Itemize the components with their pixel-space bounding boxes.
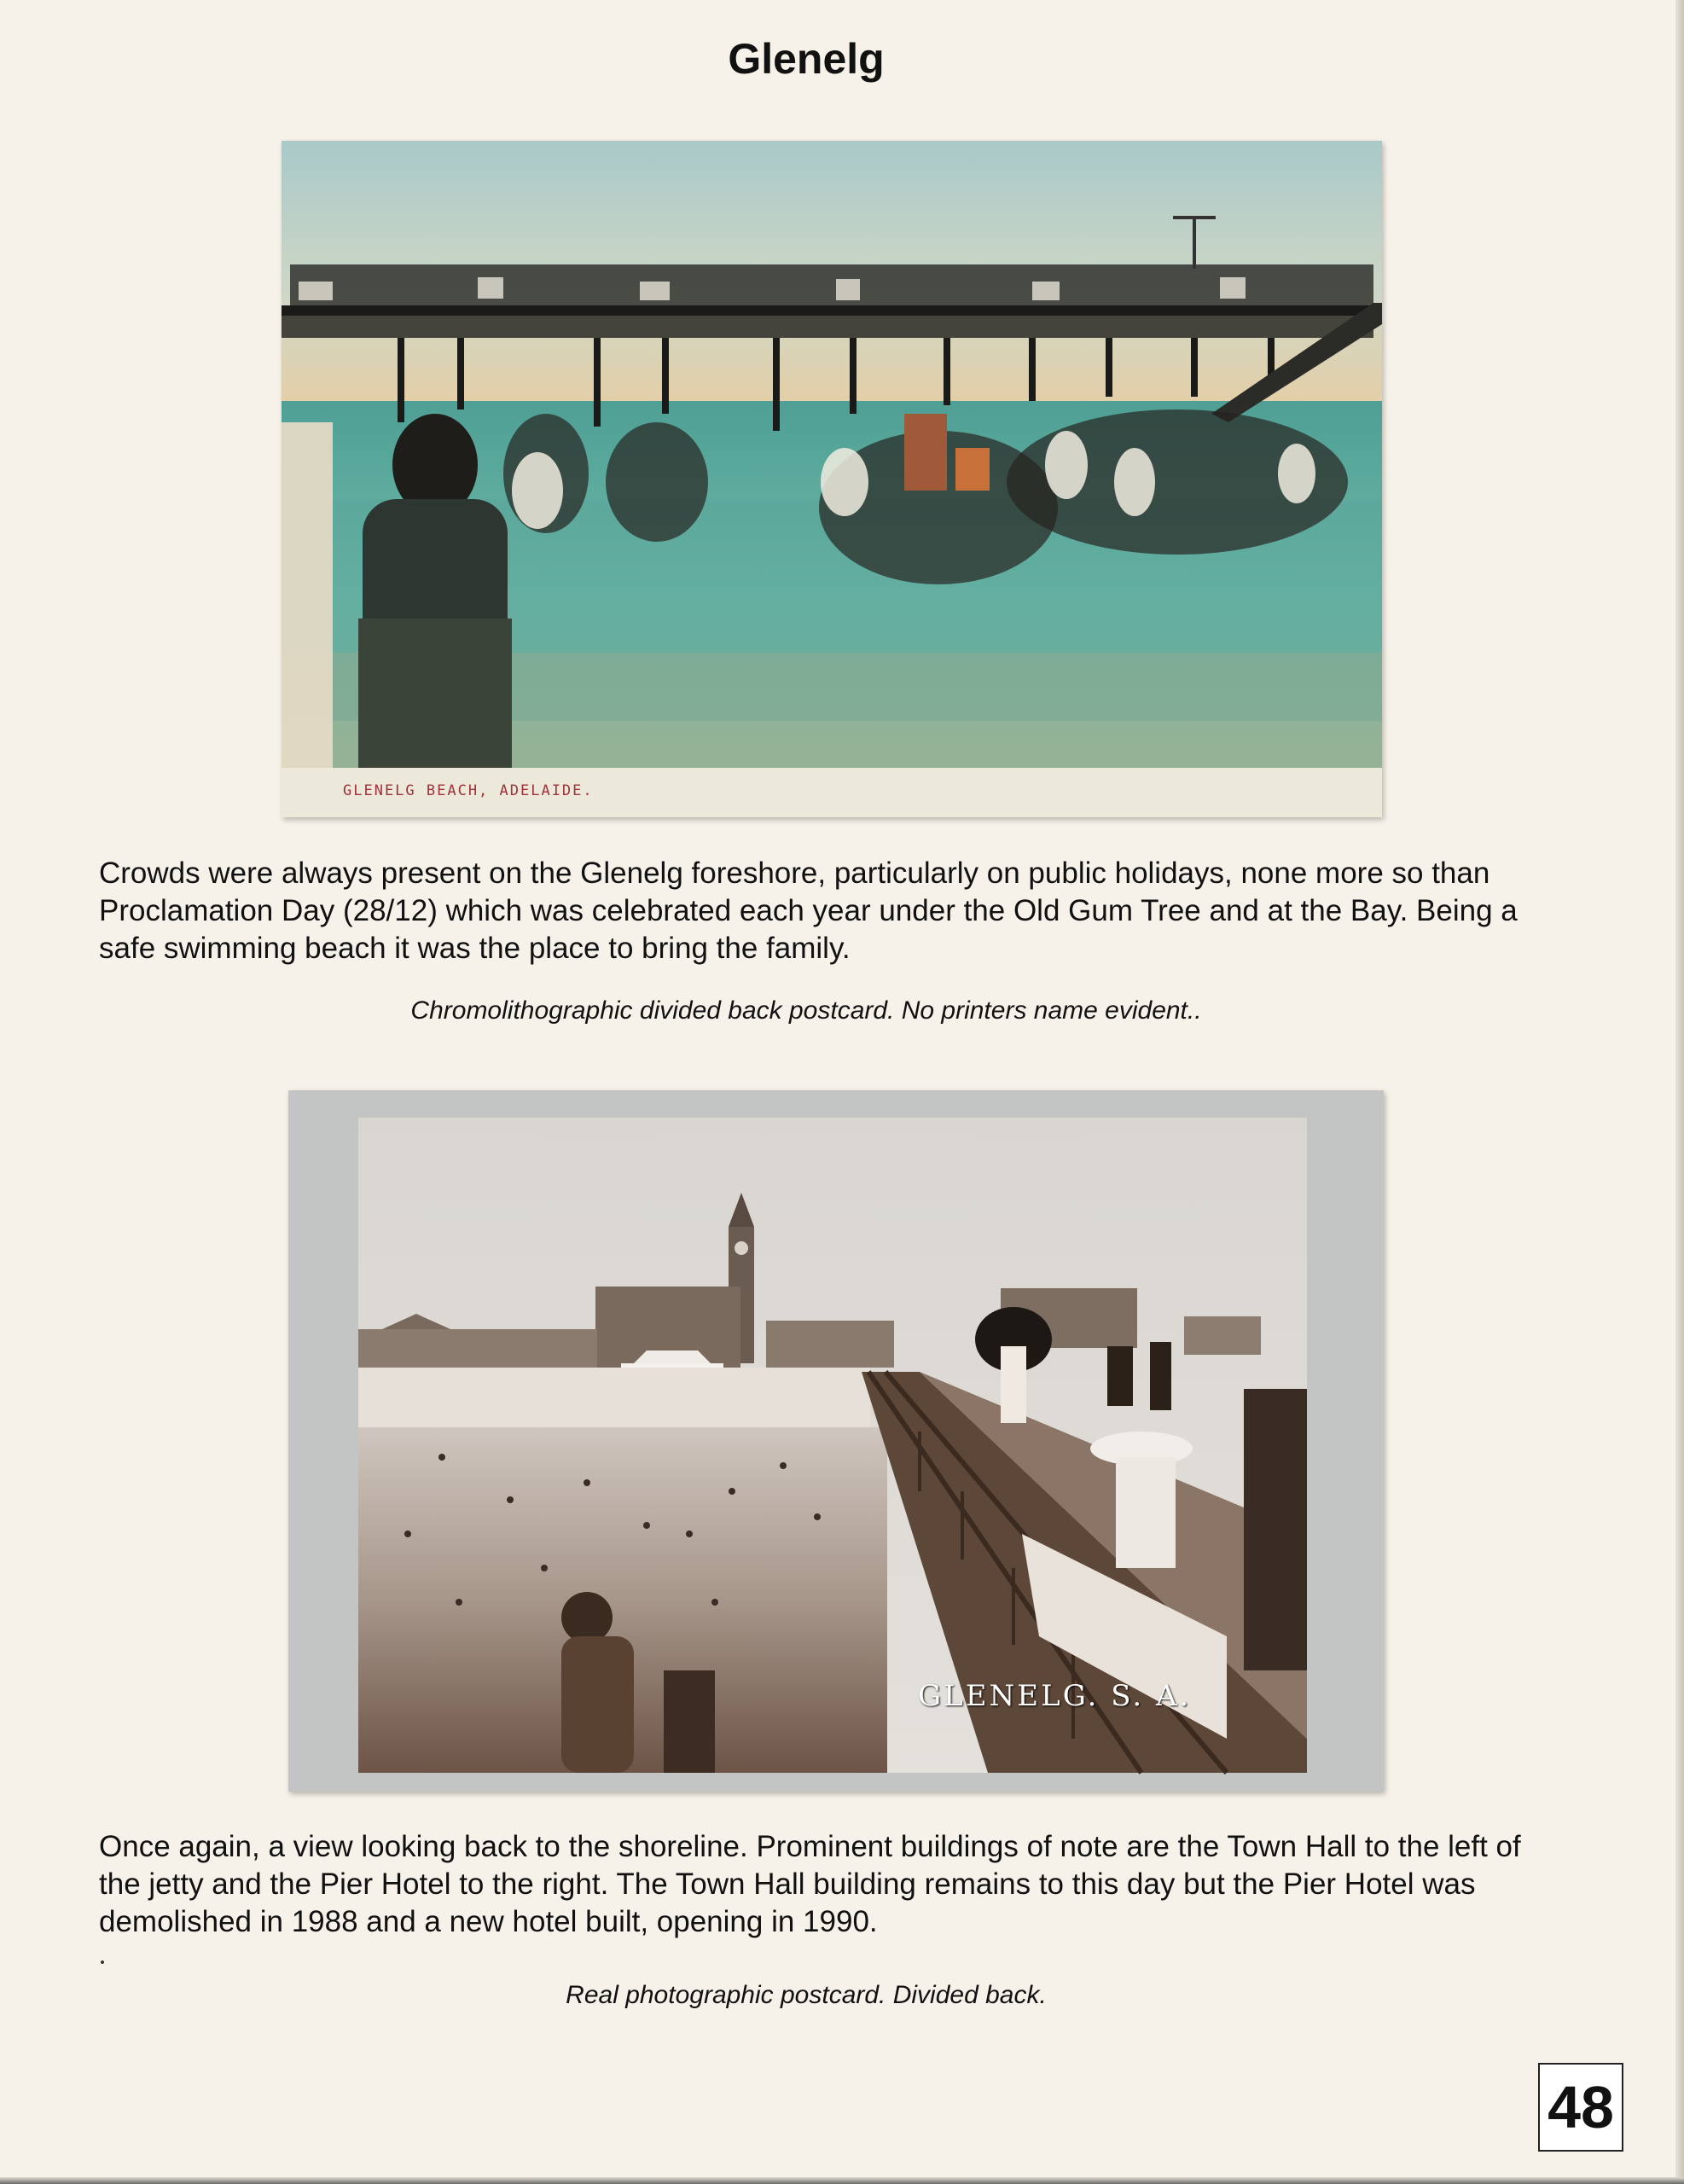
page-number: 48 (1538, 2063, 1623, 2152)
postcard-top-caption: GLENELG BEACH, ADELAIDE. (343, 782, 594, 799)
postcard-bottom-caption: GLENELG. S. A. (918, 1679, 1192, 1713)
page-title: Glenelg (728, 35, 885, 83)
postcard-top-description: Crowds were always present on the Glenelg foreshore, particularly on public holidays, none more so than Proclamation Day (28/12) which was celebrated each year under the Old Gum Tree and at the Bay. Being a safe swimming beach it was the place to bring the family. (99, 857, 1518, 965)
postcard-bottom-description: Once again, a view looking back to the shoreline. Prominent buildings of note are the Town Hall to the left of the jetty and the Pier Hotel to the right. The Town Hall building remains to this day but the Pier Hotel was demolished in 1988 and a new hotel built, opening in 1990. (99, 1830, 1521, 1938)
postcard-bottom-note: Real photographic postcard. Divided back. (566, 1981, 1047, 2009)
page-edge (1675, 0, 1684, 2184)
postcard-bottom-image (288, 1090, 1384, 1792)
beach-scene-illustration (282, 141, 1382, 817)
jetty-scene-illustration (288, 1090, 1384, 1792)
postcard-top-note: Chromolithographic divided back postcard. No printers name evident.. (410, 996, 1202, 1025)
bottom-edge (0, 2177, 1684, 2184)
stray-dot (101, 1960, 104, 1964)
postcard-top-image (282, 141, 1382, 817)
